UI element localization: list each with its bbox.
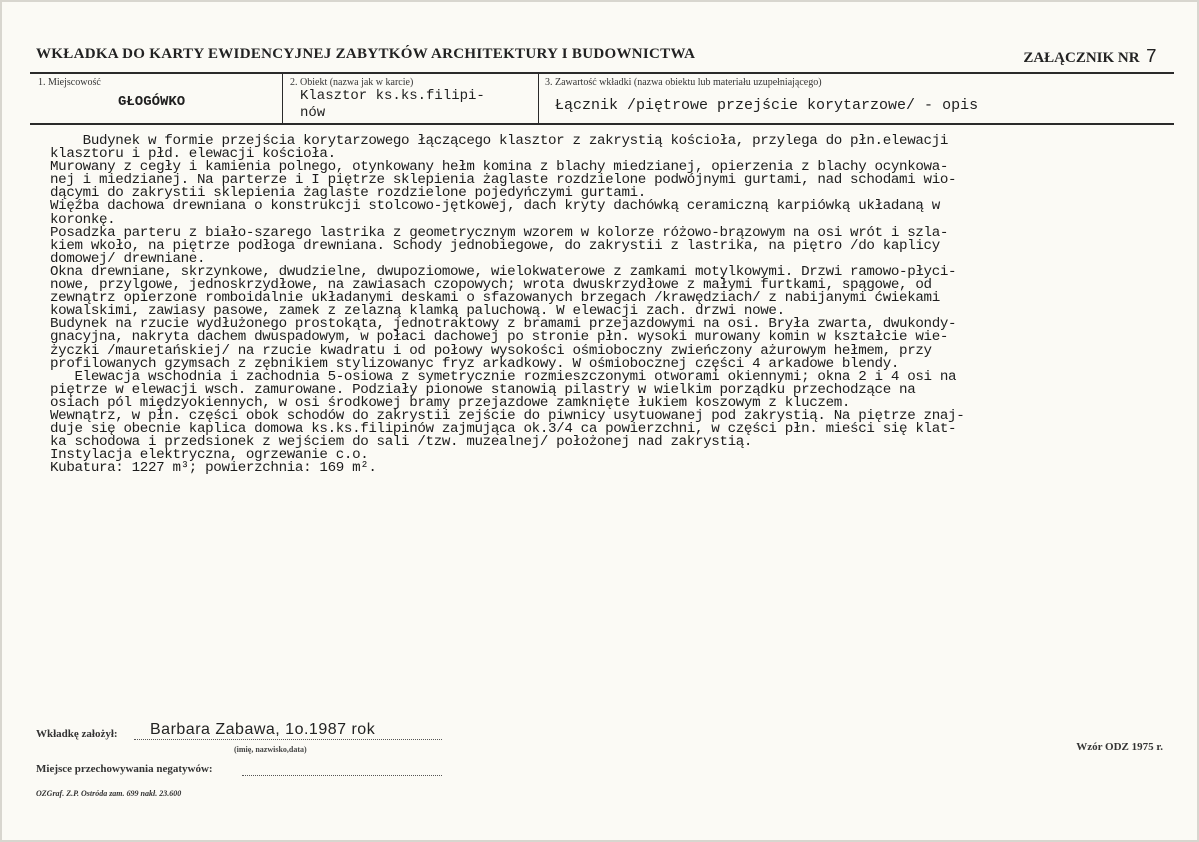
locality-label: 1. Miejscowość — [38, 77, 101, 88]
attachment-number — [1023, 46, 1157, 68]
locality-value: GŁOGÓWKO — [118, 94, 186, 110]
storage-label: Miejsce przechowywania negatywów: — [36, 763, 213, 775]
body-line: profilowanych gzymsach z zębnikiem stylizowanyc fryz arkadkowy. W ośmiobocznej części 4 arkadowe blendy. — [50, 355, 900, 372]
body-line: Budynek w formie przejścia korytarzowego łączącego klasztor z zakrystią kościoła, przylega do płn.elewacji — [50, 133, 949, 149]
author-label: Wkładkę założył: — [36, 728, 118, 740]
field-divider-2 — [538, 74, 539, 124]
author-dotted-line — [134, 739, 442, 740]
object-value-line1: Klasztor ks.ks.filipi- — [300, 88, 485, 104]
object-value-line2: nów — [300, 105, 326, 121]
storage-dotted-line — [242, 775, 442, 776]
body-line: domowej/ drewniane. — [50, 250, 206, 267]
body-line: klasztoru i płd. elewacji kościoła. — [50, 146, 336, 163]
body-line: nej i miedzianej. Na parterze i I piętrze sklepienia żaglaste rozdzielone podwójnymi gurtami, nad schodami wio- — [50, 172, 957, 189]
body-line: osiach pól międzyokiennych, w osi środkowej bramy przejazdowe zamknięte łukiem koszowym z kluczem. — [50, 394, 851, 411]
attachment-value: 7 — [1145, 46, 1157, 68]
header-bottom-rule — [30, 123, 1174, 125]
body-line: Kubatura: 1227 m³; powierzchnia: 169 m². — [50, 460, 377, 477]
field-divider-1 — [282, 74, 283, 124]
body-line: piętrze w elewacji wsch. zamurowane. Podziały pionowe stanowią pilastry w wielkim porządku przechodzące na — [50, 381, 916, 398]
body-line: Budynek na rzucie wydłużonego prostokąta, jednotraktowy z bramami przejazdowymi na osi. Bryła zwarta, dwukondy- — [50, 316, 957, 333]
body-line: Murowany z cegły i kamienia polnego, otynkowany hełm komina z blachy miedzianej, opierzenia z blachy ocynkowa- — [50, 159, 949, 176]
body-line: gnacyjna, nakryta dachem dwuspadowym, w połaci dachowej po stronie płn. wysoki murowany komin w kształcie wie- — [50, 329, 949, 346]
print-info: OZGraf. Z.P. Ostróda zam. 699 nakł. 23.600 — [36, 789, 182, 798]
content-label: 3. Zawartość wkładki (nazwa obiektu lub materiału uzupełniającego) — [545, 77, 822, 88]
body-line: zewnątrz opierzone romboidalnie układanymi deskami o sfazowanych brzegach /krawędziach/ z nabijanymi ćwiekami — [50, 290, 940, 307]
body-line: życzki /mauretańskiej/ na rzucie kwadratu i od połowy wysokości ośmioboczny zwieńczony ażurowym hełmem, przy — [50, 342, 932, 359]
body-line: Instylacja elektryczna, ogrzewanie c.o. — [50, 447, 369, 464]
body-line: Więźba dachowa drewniana o konstrukcji stolcowo-jętkowej, dach kryty dachówką ceramiczną karpiówką układaną w — [50, 198, 940, 215]
body-line: nowe, przylgowe, jednoskrzydłowe, na zawiasach czopowych; wrota dwuskrzydłowe z małymi furtkami, spągowe, od — [50, 277, 932, 294]
attachment-label: ZAŁĄCZNIK NR — [1023, 50, 1140, 66]
body-line: Posadzka parteru z biało-szarego lastrika z geometrycznym wzorem w kolorze różowo-brązowym na osi wrót i szla- — [50, 224, 949, 241]
description-body — [50, 135, 1180, 475]
body-line: duje się obecnie kaplica domowa ks.ks.filipinów zajmująca ok.3/4 ca powierzchni, w części płn. mieści się klat- — [50, 421, 957, 438]
body-line: Wewnątrz, w płn. części obok schodów do zakrystii zejście do piwnicy usytuowanej pod zakrystią. Na piętrze znaj- — [50, 407, 965, 424]
body-line: koronkę. — [50, 211, 116, 228]
form-code: Wzór ODZ 1975 r. — [1076, 741, 1163, 753]
body-line: dącymi do zakrystii sklepienia żaglaste rozdzielone pojedyńczymi gurtami. — [50, 185, 646, 202]
body-line: ka schodowa i przedsionek z wejściem do sali /tzw. muzealnej/ położonej nad zakrystią. — [50, 434, 753, 451]
body-line: Elewacja wschodnia i zachodnia 5-osiowa z symetrycznie rozmieszczonymi otworami okiennymi; okna 2 i 4 osi na — [50, 368, 957, 385]
header-top-rule — [30, 72, 1174, 74]
form-title: WKŁADKA DO KARTY EWIDENCYJNEJ ZABYTKÓW ARCHITEKTURY I BUDOWNICTWA — [36, 46, 696, 62]
body-line: kowalskimi, zawiasy pasowe, zamek z zelazną klamką paluchową. W elewacji zach. drzwi nowe. — [50, 303, 785, 320]
author-hint: (imię, nazwisko,data) — [234, 745, 307, 754]
object-label: 2. Obiekt (nazwa jak w karcie) — [290, 77, 414, 88]
content-value: Łącznik /piętrowe przejście korytarzowe/ - opis — [555, 97, 979, 114]
body-line: Okna drewniane, skrzynkowe, dwudzielne, dwupoziomowe, wielokwaterowe z zamkami motylkowymi. Drzwi ramowo-płyci- — [50, 263, 957, 280]
body-line: kiem wkoło, na piętrze podłoga drewniana. Schody jednobiegowe, do zakrystii z lastrika, na piętro /do kaplicy — [50, 237, 940, 254]
author-value: Barbara Zabawa, 1o.1987 rok — [150, 721, 376, 738]
